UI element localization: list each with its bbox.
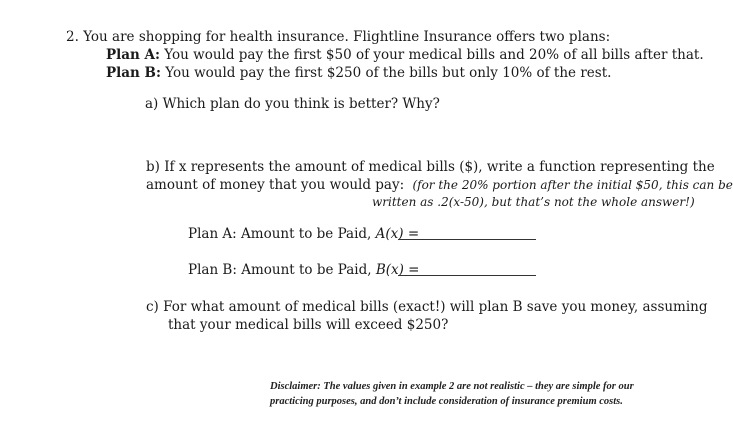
- part-b-hint-2: written as .2(x-50), but that’s not the whole answer!): [372, 195, 695, 209]
- part-a-question: a) Which plan do you think is better? Why?: [145, 96, 440, 112]
- plan-b-prompt: Plan B: Amount to be Paid,: [188, 262, 372, 278]
- plan-a-function: A(x) =: [375, 226, 420, 242]
- plan-a-prompt: Plan A: Amount to be Paid,: [188, 226, 372, 242]
- problem-number: 2.: [66, 29, 79, 45]
- plan-a-description: [106, 47, 704, 63]
- part-b-hint-1: (for the 20% portion after the initial $50, this can be: [412, 178, 733, 192]
- problem-intro: [66, 29, 610, 45]
- problem-intro-text: You are shopping for health insurance. Flightline Insurance offers two plans:: [83, 29, 611, 45]
- disclaimer-line-2: practicing purposes, and don’t include consideration of insurance premium costs.: [270, 396, 623, 407]
- plan-b-label: Plan B:: [106, 65, 161, 81]
- disclaimer-line-1: Disclaimer: The values given in example 2 are not realistic – they are simple for our: [270, 381, 634, 392]
- part-b-line-2-text: amount of money that you would pay:: [146, 177, 405, 193]
- plan-b-description: [106, 65, 611, 81]
- part-c-line-2: that your medical bills will exceed $250?: [168, 317, 449, 333]
- part-c-line-1: c) For what amount of medical bills (exact!) will plan B save you money, assuming: [146, 299, 708, 315]
- part-b-line-1: b) If x represents the amount of medical bills ($), write a function representing the: [146, 159, 715, 175]
- plan-b-function-row: [188, 262, 420, 278]
- plan-a-function-row: [188, 226, 419, 242]
- plan-a-answer-blank[interactable]: [398, 239, 536, 240]
- plan-b-text: You would pay the first $250 of the bills but only 10% of the rest.: [165, 65, 612, 81]
- plan-b-function: B(x) =: [375, 262, 420, 278]
- plan-b-answer-blank[interactable]: [398, 275, 536, 276]
- part-b-line-2: [146, 177, 733, 193]
- plan-a-text: You would pay the first $50 of your medical bills and 20% of all bills after that.: [164, 47, 704, 63]
- plan-a-label: Plan A:: [106, 47, 160, 63]
